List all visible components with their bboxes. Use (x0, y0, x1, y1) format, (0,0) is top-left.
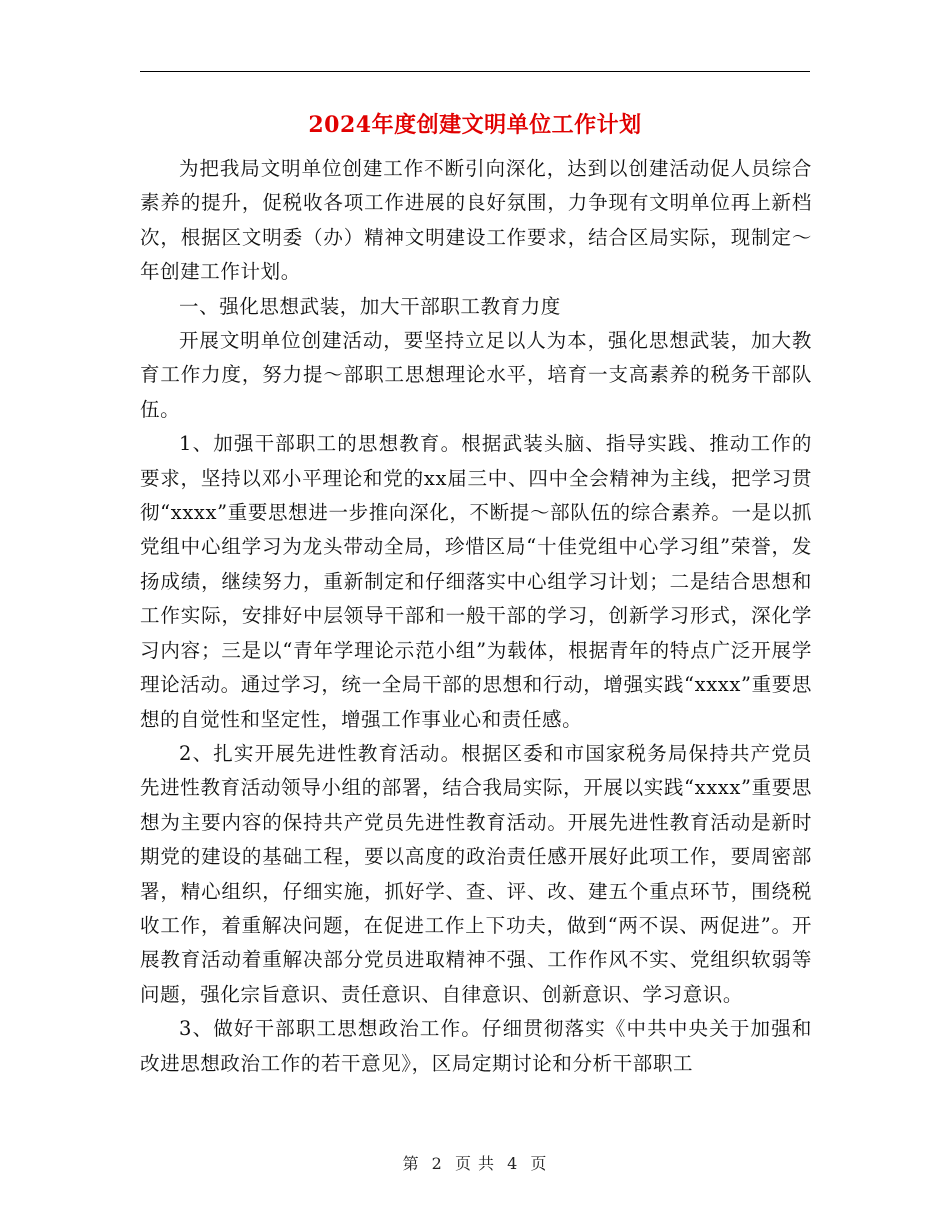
footer-suffix: 页 (530, 1154, 548, 1173)
paragraph-intro: 为把我局文明单位创建工作不断引向深化，达到以创建活动促人员综合素养的提升，促税收各项工作进展的良好氛围，力争现有文明单位再上新档次，根据区文明委（办）精神文明建设工作要求，结合区局实际，现制定～年创建工作计划。 (140, 157, 812, 284)
page-footer (0, 1152, 950, 1176)
paragraph-item-3: 3、做好干部职工思想政治工作。仔细贯彻落实《中共中央关于加强和改进思想政治工作的若干意见》，区局定期讨论和分析干部职工 (140, 1017, 812, 1075)
header-rule (140, 71, 810, 72)
footer-middle: 页 共 (454, 1154, 496, 1173)
paragraph-item-1: 1、加强干部职工的思想教育。根据武装头脑、指导实践、推动工作的要求，坚持以邓小平理论和党的xx届三中、四中全会精神为主线，把学习贯彻“xxxx”重要思想进一步推向深化，不断提～部队伍的综合素养。一是以抓党组中心组学习为龙头带动全局，珍惜区局“十佳党组中心学习组”荣誉，发扬成绩，继续努力，重新制定和仔细落实中心组学习计划；二是结合思想和工作实际，安排好中层领导干部和一般干部的学习，创新学习形式，深化学习内容；三是以“青年学理论示范小组”为载体，根据青年的特点广泛开展学理论活动。通过学习，统一全局干部的思想和行动，增强实践“xxxx”重要思想的自觉性和坚定性，增强工作事业心和责任感。 (140, 432, 812, 731)
section-heading-1: 一、强化思想武装，加大干部职工教育力度 (179, 294, 561, 318)
footer-current-page: 2 (431, 1154, 443, 1173)
document-body (140, 152, 812, 1081)
paragraph-item-2: 2、扎实开展先进性教育活动。根据区委和市国家税务局保持共产党员先进性教育活动领导小组的部署，结合我局实际，开展以实践“xxxx”重要思想为主要内容的保持共产党员先进性教育活动。开展先进性教育活动是新时期党的建设的基础工程，要以高度的政治责任感开展好此项工作，要周密部署，精心组织，仔细实施，抓好学、查、评、改、建五个重点环节，围绕税收工作，着重解决问题，在促进工作上下功夫，做到“两不误、两促进”。开展教育活动着重解决部分党员进取精神不强、工作作风不实、党组织软弱等问题，强化宗旨意识、责任意识、自律意识、创新意识、学习意识。 (140, 741, 812, 1006)
document-title: 2024年度创建文明单位工作计划 (308, 112, 642, 138)
footer-total-pages: 4 (507, 1154, 519, 1173)
paragraph-section-1: 开展文明单位创建活动，要坚持立足以人为本，强化思想武装，加大教育工作力度，努力提～部职工思想理论水平，培育一支高素养的税务干部队伍。 (140, 329, 812, 421)
footer-prefix: 第 (402, 1154, 420, 1173)
